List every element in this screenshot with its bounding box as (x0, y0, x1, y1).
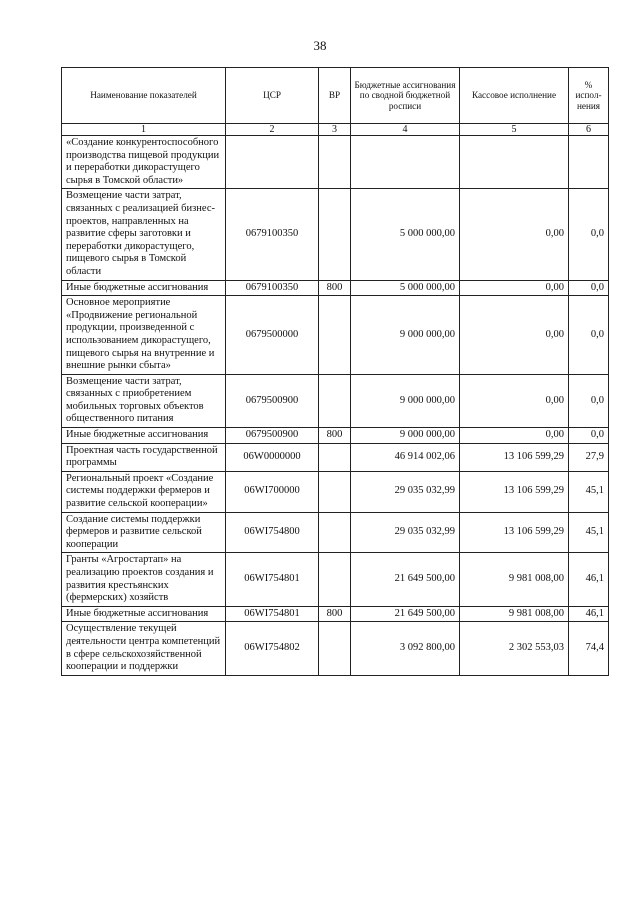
row-cash-cell: 0,00 (460, 428, 569, 444)
row-csr-cell: 0679500000 (226, 296, 319, 375)
row-percent-cell: 46,1 (569, 606, 609, 622)
row-name-cell: «Создание конкурентоспособного производства пищевой продукции и переработки дикорастущего сырья в Томской области» (62, 136, 226, 189)
column-number: 6 (569, 124, 609, 136)
header-name: Наименование показателей (62, 68, 226, 124)
column-number: 3 (319, 124, 351, 136)
table-row (62, 136, 609, 189)
row-csr-cell: 06WI754801 (226, 553, 319, 606)
row-name-cell: Иные бюджетные ассигнования (62, 280, 226, 296)
row-cash-cell: 2 302 553,03 (460, 622, 569, 675)
header-vr: ВР (319, 68, 351, 124)
row-budget-cell: 3 092 800,00 (351, 622, 460, 675)
row-percent-cell: 0,0 (569, 428, 609, 444)
row-cash-cell: 0,00 (460, 296, 569, 375)
row-csr-cell: 06WI754802 (226, 622, 319, 675)
row-budget-cell: 46 914 002,06 (351, 443, 460, 471)
table-row (62, 280, 609, 296)
row-name-cell: Иные бюджетные ассигнования (62, 606, 226, 622)
table-row (62, 606, 609, 622)
row-csr-cell: 06WI754801 (226, 606, 319, 622)
row-vr-cell (319, 136, 351, 189)
row-csr-cell: 06WI754800 (226, 512, 319, 553)
row-vr-cell (319, 553, 351, 606)
row-budget-cell (351, 136, 460, 189)
row-cash-cell: 0,00 (460, 374, 569, 427)
row-vr-cell (319, 622, 351, 675)
row-vr-cell: 800 (319, 606, 351, 622)
row-budget-cell: 21 649 500,00 (351, 606, 460, 622)
row-csr-cell: 0679100350 (226, 280, 319, 296)
table-row (62, 553, 609, 606)
row-cash-cell: 0,00 (460, 280, 569, 296)
row-cash-cell: 13 106 599,29 (460, 471, 569, 512)
table-row (62, 622, 609, 675)
row-name-cell: Создание системы поддержки фермеров и развитие сельской кооперации (62, 512, 226, 553)
row-vr-cell: 800 (319, 428, 351, 444)
row-cash-cell: 13 106 599,29 (460, 512, 569, 553)
row-budget-cell: 9 000 000,00 (351, 374, 460, 427)
table-row (62, 374, 609, 427)
row-csr-cell: 0679500900 (226, 428, 319, 444)
row-percent-cell: 0,0 (569, 189, 609, 280)
row-cash-cell: 9 981 008,00 (460, 553, 569, 606)
row-vr-cell (319, 374, 351, 427)
row-name-cell: Проектная часть государственной программы (62, 443, 226, 471)
row-cash-cell: 13 106 599,29 (460, 443, 569, 471)
row-vr-cell: 800 (319, 280, 351, 296)
column-number: 1 (62, 124, 226, 136)
table-row (62, 512, 609, 553)
row-name-cell: Гранты «Агростартап» на реализацию проектов создания и развития крестьянских (фермерских) хозяйств (62, 553, 226, 606)
table-row (62, 296, 609, 375)
row-percent-cell: 74,4 (569, 622, 609, 675)
row-cash-cell: 9 981 008,00 (460, 606, 569, 622)
row-budget-cell: 5 000 000,00 (351, 280, 460, 296)
row-budget-cell: 29 035 032,99 (351, 512, 460, 553)
row-name-cell: Возмещение части затрат, связанных с приобретением мобильных торговых объектов общественного питания (62, 374, 226, 427)
table-row (62, 471, 609, 512)
table-header-row (62, 68, 609, 124)
header-percent: % испол-нения (569, 68, 609, 124)
row-name-cell: Основное мероприятие «Продвижение региональной продукции, произведенной с использованием дикорастущего, пищевого сырья на внутренние и внешние рынки сбыта» (62, 296, 226, 375)
row-name-cell: Возмещение части затрат, связанных с реализацией бизнес-проектов, направленных на развитие сферы заготовки и переработки дикорастущего, пищевого сырья в Томской области (62, 189, 226, 280)
row-csr-cell (226, 136, 319, 189)
row-percent-cell: 0,0 (569, 296, 609, 375)
row-percent-cell: 46,1 (569, 553, 609, 606)
row-csr-cell: 0679100350 (226, 189, 319, 280)
row-percent-cell: 0,0 (569, 374, 609, 427)
row-name-cell: Осуществление текущей деятельности центра компетенций в сфере сельскохозяйственной кооперации и поддержки (62, 622, 226, 675)
row-vr-cell (319, 189, 351, 280)
page-number: 38 (313, 38, 327, 53)
column-number: 4 (351, 124, 460, 136)
row-percent-cell: 0,0 (569, 280, 609, 296)
table-row (62, 443, 609, 471)
row-vr-cell (319, 471, 351, 512)
column-number: 2 (226, 124, 319, 136)
row-budget-cell: 9 000 000,00 (351, 428, 460, 444)
row-percent-cell (569, 136, 609, 189)
row-cash-cell (460, 136, 569, 189)
row-csr-cell: 06WI700000 (226, 471, 319, 512)
row-budget-cell: 21 649 500,00 (351, 553, 460, 606)
row-budget-cell: 9 000 000,00 (351, 296, 460, 375)
header-budget: Бюджетные ассигнования по сводной бюджетной росписи (351, 68, 460, 124)
row-csr-cell: 06W0000000 (226, 443, 319, 471)
row-vr-cell (319, 296, 351, 375)
row-name-cell: Иные бюджетные ассигнования (62, 428, 226, 444)
row-vr-cell (319, 443, 351, 471)
row-csr-cell: 0679500900 (226, 374, 319, 427)
table-row (62, 428, 609, 444)
column-number-row (62, 124, 609, 136)
row-percent-cell: 45,1 (569, 512, 609, 553)
row-percent-cell: 27,9 (569, 443, 609, 471)
budget-execution-table (61, 67, 609, 676)
row-budget-cell: 5 000 000,00 (351, 189, 460, 280)
row-name-cell: Региональный проект «Создание системы поддержки фермеров и развитие сельской кооперации» (62, 471, 226, 512)
header-csr: ЦСР (226, 68, 319, 124)
table-row (62, 189, 609, 280)
row-budget-cell: 29 035 032,99 (351, 471, 460, 512)
header-cash: Кассовое исполнение (460, 68, 569, 124)
row-cash-cell: 0,00 (460, 189, 569, 280)
row-percent-cell: 45,1 (569, 471, 609, 512)
row-vr-cell (319, 512, 351, 553)
column-number: 5 (460, 124, 569, 136)
